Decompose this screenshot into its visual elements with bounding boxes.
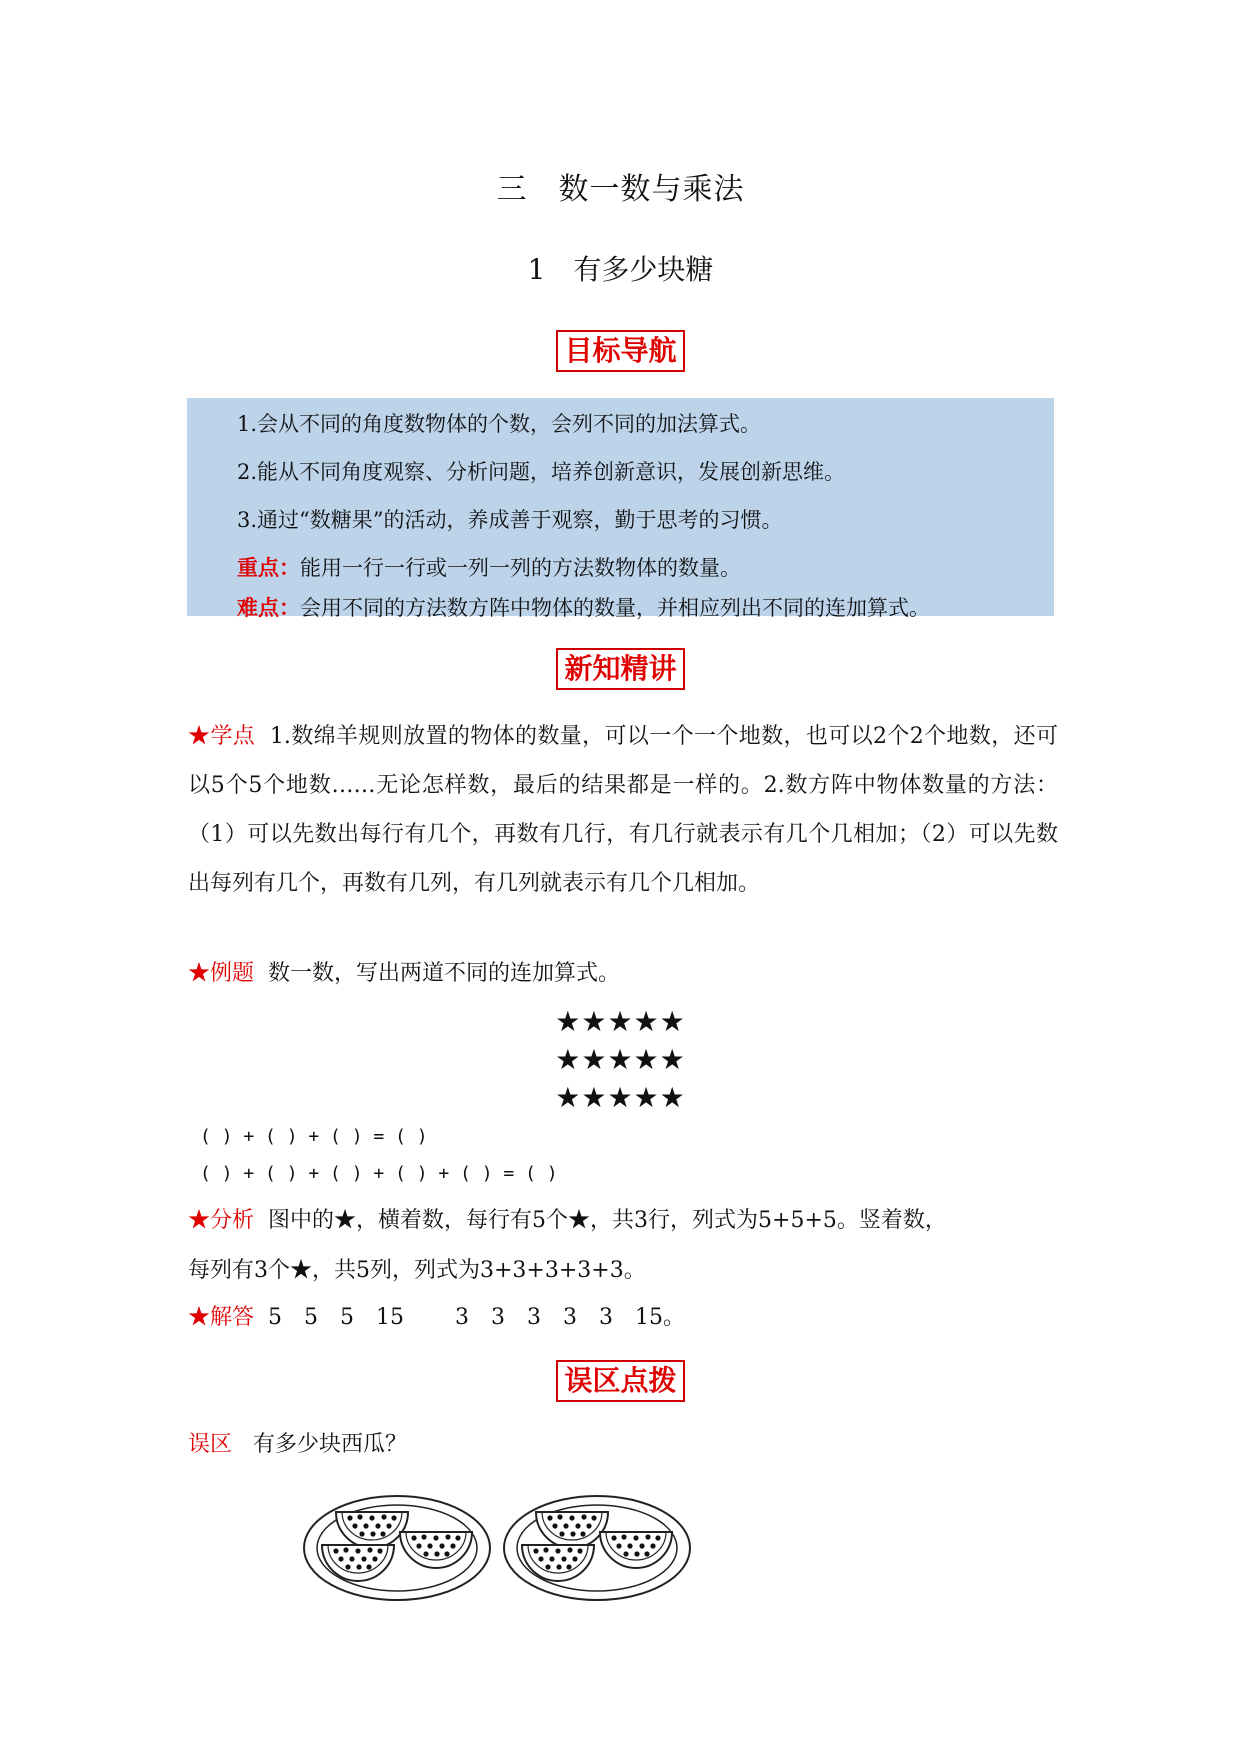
example-label: ★例题: [188, 961, 255, 986]
mistake-label: 误区: [188, 1432, 233, 1457]
equation-blank-1: ( ) + ( ) + ( ) = ( ): [200, 1126, 428, 1147]
answer-text: 5 5 5 15 3 3 3 3 3 15。: [268, 1305, 685, 1330]
star-row-3: ★★★★★: [555, 1081, 686, 1114]
knowledge-paragraph: [188, 712, 1058, 908]
star-row-1: ★★★★★: [555, 1005, 686, 1038]
section-title-knowledge: 新知精讲: [556, 648, 684, 690]
point-label: ★学点: [188, 724, 256, 749]
analysis-label: ★分析: [188, 1208, 255, 1233]
section-mistake-heading: [0, 1360, 1241, 1402]
difficult-point: [237, 592, 930, 622]
equation-blank-2: ( ) + ( ) + ( ) + ( ) + ( ) = ( ): [200, 1163, 558, 1184]
difficult-text: 会用不同的方法数方阵中物体的数量，并相应列出不同的连加算式。: [300, 596, 930, 620]
goal-1: 1.会从不同的角度数物体的个数，会列不同的加法算式。: [237, 412, 762, 436]
mistake-line: [188, 1427, 407, 1458]
answer-label: ★解答: [188, 1305, 255, 1330]
plate-2: [504, 1496, 690, 1600]
difficult-label: 难点：: [237, 596, 300, 620]
answer-line: [188, 1300, 685, 1331]
key-point: [237, 552, 741, 582]
example-line: [188, 956, 620, 987]
key-label: 重点：: [237, 556, 300, 580]
section-knowledge-heading: [0, 648, 1241, 690]
analysis-text-1: 图中的★，横着数，每行有5个★，共3行，列式为5+5+5。竖着数，: [268, 1208, 947, 1233]
goal-2: 2.能从不同角度观察、分析问题，培养创新意识，发展创新思维。: [237, 460, 846, 484]
star-row-2: ★★★★★: [555, 1043, 686, 1076]
section-title-goals: 目标导航: [556, 330, 684, 372]
analysis-line-2: 每列有3个★，共5列，列式为3+3+3+3+3。: [188, 1258, 646, 1283]
goal-3: 3.通过“数糖果”的活动，养成善于观察，勤于思考的习惯。: [237, 508, 783, 532]
point-text: 1.数绵羊规则放置的物体的数量，可以一个一个地数，也可以2个2个地数，还可以5个5个地数……无论怎样数，最后的结果都是一样的。2.数方阵中物体数量的方法：（1）可以先数出每行有几个，再数有几行，有几行就表示有几个几相加；（2）可以先数出每列有几个，再数有几列，有几列就表示有几个几相加。: [188, 724, 1058, 896]
lesson-title: 1 有多少块糖: [527, 253, 714, 286]
example-text: 数一数，写出两道不同的连加算式。: [268, 961, 621, 986]
section-goals-heading: [0, 330, 1241, 372]
mistake-text: 有多少块西瓜？: [253, 1432, 408, 1457]
watermelon-plates-illustration: [300, 1490, 700, 1610]
section-title-mistake: 误区点拨: [556, 1360, 684, 1402]
key-text: 能用一行一行或一列一列的方法数物体的数量。: [300, 556, 741, 580]
plate-1: [304, 1496, 490, 1600]
analysis-line-1: [188, 1203, 947, 1234]
goals-box: [187, 398, 1054, 620]
chapter-title: 三 数一数与乘法: [496, 172, 745, 207]
